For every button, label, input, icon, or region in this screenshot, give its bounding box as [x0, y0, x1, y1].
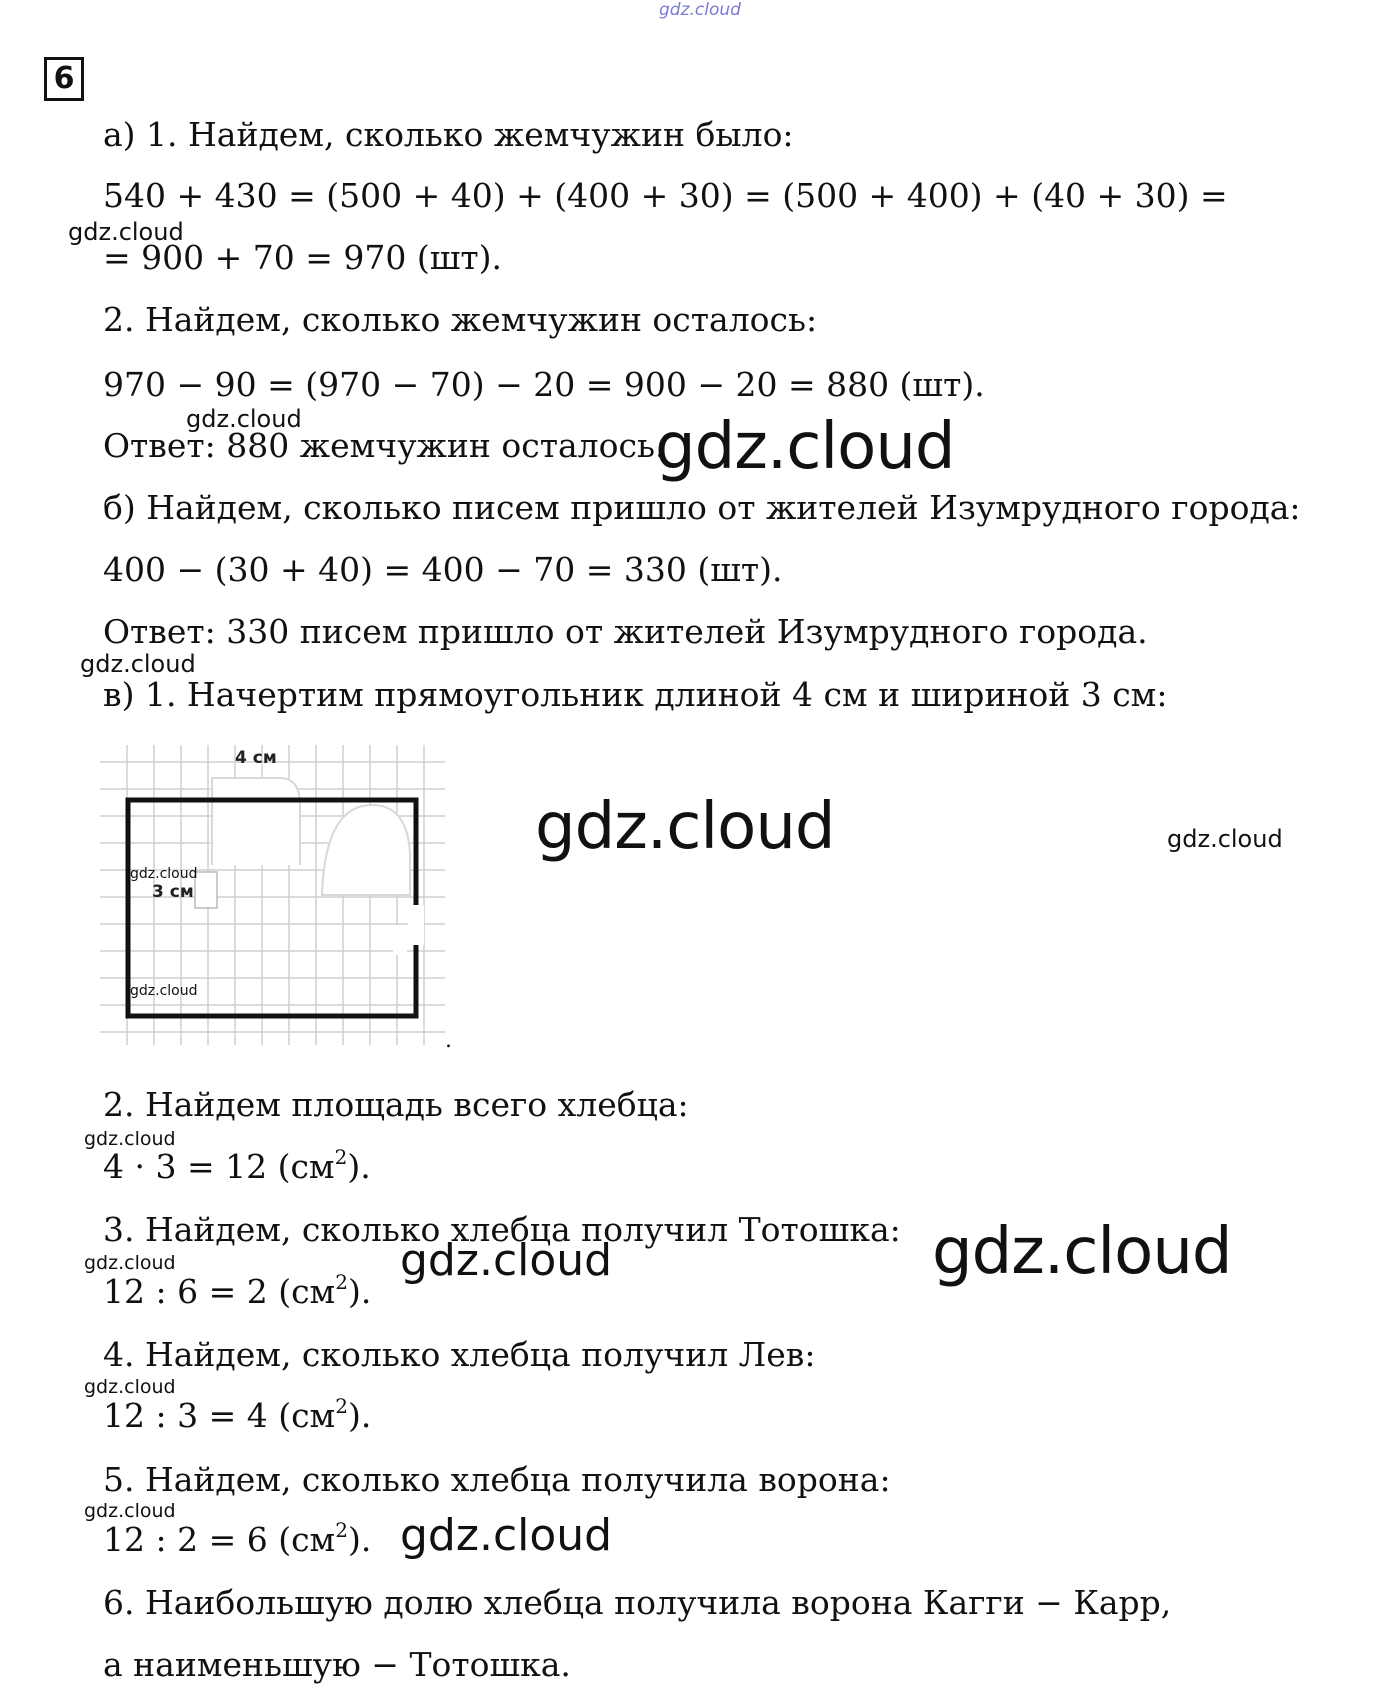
line-b2: 400 − (30 + 40) = 400 − 70 = 330 (шт).: [103, 550, 783, 589]
line-a2: 540 + 430 = (500 + 40) + (400 + 30) = (500 + 400) + (40 + 30) =: [103, 176, 1228, 215]
expression-text: 4 · 3 = 12 (см: [103, 1147, 335, 1186]
watermark: gdz.cloud: [130, 866, 198, 882]
line-b3: Ответ: 330 писем пришло от жителей Изумрудного города.: [103, 612, 1148, 651]
line-c1: в) 1. Начертим прямоугольник длиной 4 см и шириной 3 см:: [103, 675, 1168, 714]
line-c3: [103, 1147, 371, 1187]
line-a5: 970 − 90 = (970 − 70) − 20 = 900 − 20 = 880 (шт).: [103, 365, 985, 404]
line-c2: 2. Найдем площадь всего хлебца:: [103, 1085, 689, 1124]
watermark-medium: gdz.cloud: [400, 1510, 613, 1561]
watermark: gdz.cloud: [186, 405, 302, 433]
watermark-large: gdz.cloud: [535, 790, 835, 864]
superscript: 2: [334, 1145, 348, 1169]
expression-close: ).: [347, 1272, 372, 1311]
expression-text: 12 : 6 = 2 (см: [103, 1272, 336, 1311]
rectangle-gap: [408, 905, 424, 945]
line-c8: 5. Найдем, сколько хлебца получила ворона:: [103, 1460, 891, 1499]
task-number-badge: 6: [44, 57, 84, 101]
line-c5: [103, 1272, 371, 1312]
line-a1: а) 1. Найдем, сколько жемчужин было:: [103, 115, 794, 154]
expression-text: 12 : 2 = 6 (см: [103, 1520, 336, 1559]
watermark: gdz.cloud: [68, 218, 184, 246]
line-c10: 6. Наибольшую долю хлебца получила ворона Кагги − Карр,: [103, 1583, 1172, 1622]
faint-shape: [322, 805, 410, 895]
expression-text: 12 : 3 = 4 (см: [103, 1396, 336, 1435]
expression-close: ).: [347, 1147, 371, 1186]
length-label: 4 см: [235, 748, 277, 768]
top-watermark: gdz.cloud: [659, 0, 741, 20]
width-label: 3 см: [152, 882, 194, 902]
line-a6: Ответ: 880 жемчужин осталось.: [103, 426, 666, 465]
watermark-large: gdz.cloud: [932, 1215, 1232, 1289]
watermark-large: gdz.cloud: [655, 410, 955, 484]
line-b1: б) Найдем, сколько писем пришло от жителей Изумрудного города:: [103, 488, 1301, 527]
line-c4: 3. Найдем, сколько хлебца получил Тотошка:: [103, 1210, 901, 1249]
superscript: 2: [335, 1518, 348, 1542]
faint-shape: [212, 778, 300, 865]
label-box: [195, 872, 217, 908]
line-a4: 2. Найдем, сколько жемчужин осталось:: [103, 300, 818, 339]
watermark: gdz.cloud: [84, 1376, 176, 1398]
watermark: gdz.cloud: [84, 1500, 176, 1522]
figure-period: .: [445, 1028, 452, 1050]
superscript: 2: [335, 1270, 348, 1294]
line-c11: а наименьшую − Тотошка.: [103, 1645, 571, 1684]
watermark: gdz.cloud: [1167, 825, 1283, 853]
expression-close: ).: [347, 1396, 372, 1435]
line-c6: 4. Найдем, сколько хлебца получил Лев:: [103, 1335, 816, 1374]
watermark: gdz.cloud: [130, 983, 198, 999]
watermark: gdz.cloud: [84, 1128, 176, 1150]
line-c9: [103, 1520, 371, 1560]
watermark-medium: gdz.cloud: [400, 1235, 613, 1286]
superscript: 2: [335, 1394, 348, 1418]
watermark: gdz.cloud: [80, 650, 196, 678]
expression-close: ).: [347, 1520, 372, 1559]
rectangle-grid-figure: [100, 745, 460, 1050]
line-a3: = 900 + 70 = 970 (шт).: [103, 238, 503, 277]
line-c7: [103, 1396, 371, 1436]
watermark: gdz.cloud: [84, 1252, 176, 1274]
